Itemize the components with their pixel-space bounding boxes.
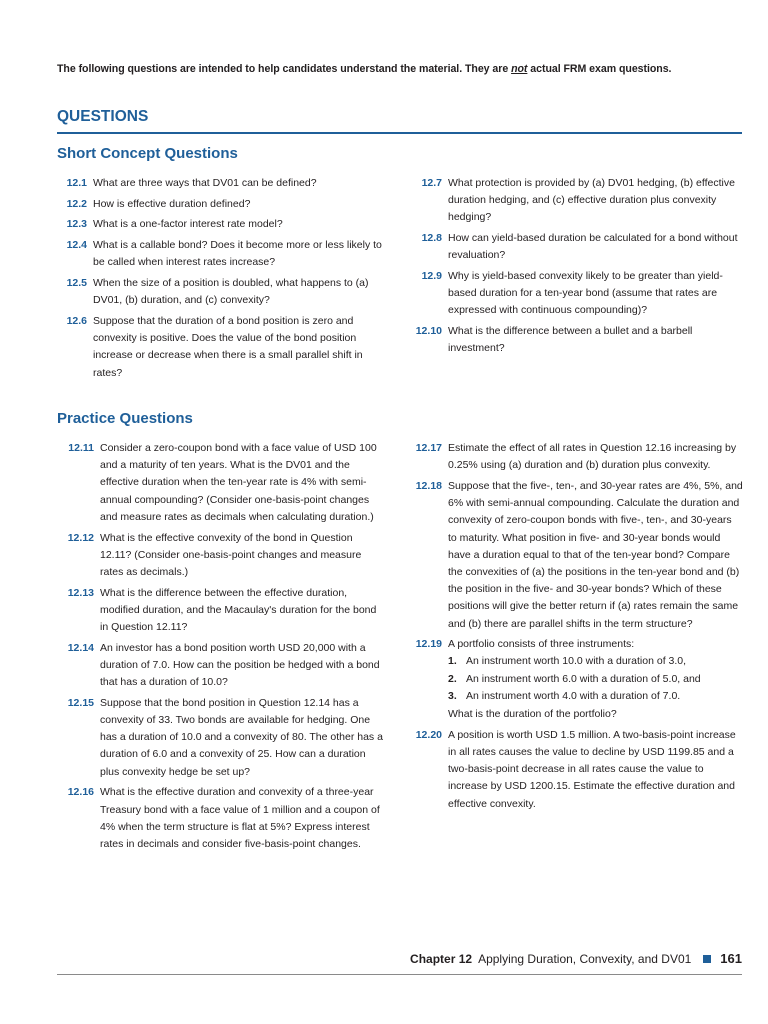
question-item	[408, 230, 743, 264]
question-item	[408, 478, 743, 633]
question-number: 12.1	[66, 177, 87, 189]
question-item	[57, 530, 385, 582]
question-body	[93, 196, 385, 213]
question-number: 12.5	[66, 277, 87, 290]
question-number: 12.10	[415, 325, 442, 338]
question-sublist	[448, 653, 743, 705]
practice-heading: Practice Questions	[57, 410, 193, 427]
intro-text: The following questions are intended to help candidates understand the material. They are	[57, 63, 512, 75]
question-body	[93, 216, 385, 233]
question-text: When the size of a position is doubled, what happens to (a) DV01, (b) duration, and (c) convexity?	[93, 277, 369, 307]
question-text: Why is yield-based convexity likely to be greater than yield-based duration for a ten-year bond (assume that rates are expressed with continuous compounding)?	[448, 270, 723, 317]
question-text: What is the difference between a bullet and a barbell investment?	[448, 325, 693, 355]
sublist-number: 1.	[448, 655, 457, 668]
question-number: 12.9	[421, 270, 442, 283]
question-number: 12.20	[415, 728, 442, 741]
intro-text-end: actual FRM exam questions.	[527, 63, 672, 75]
footer-divider	[57, 974, 742, 975]
sublist-text: An instrument worth 6.0 with a duration of 5.0, and	[466, 672, 701, 685]
question-number: 12.13	[67, 586, 94, 599]
question-body	[448, 636, 743, 723]
question-number: 12.6	[66, 314, 87, 327]
question-body	[448, 323, 743, 357]
question-body	[448, 478, 743, 633]
question-body	[93, 313, 385, 382]
question-body	[93, 237, 385, 271]
question-text: What is the effective duration and convexity of a three-year Treasury bond with a face value of 1 million and a coupon of 4% when the term structure is flat at 5%? Express interest rates in decimals and consider five-basis-point changes.	[100, 786, 380, 850]
question-number: 12.8	[421, 232, 442, 245]
question-text: Estimate the effect of all rates in Question 12.16 increasing by 0.25% using (a) duration and (b) duration plus convexity.	[448, 442, 737, 472]
question-body	[448, 230, 743, 264]
question-number: 12.3	[66, 218, 87, 231]
practice-left-column	[57, 440, 385, 857]
short-concept-left-column	[57, 175, 385, 385]
sublist-text: An instrument worth 10.0 with a duration of 3.0,	[466, 655, 687, 668]
footer-chapter: Chapter 12	[410, 951, 473, 966]
footer-chapter-title: Applying Duration, Convexity, and DV01	[478, 951, 692, 966]
question-item	[408, 268, 743, 320]
short-concept-heading: Short Concept Questions	[57, 145, 238, 162]
question-text: A portfolio consists of three instruments:	[448, 638, 635, 651]
question-text: Suppose that the bond position in Question 12.14 has a convexity of 33. Two bonds are available for hedging. One has a duration of 10.0 and a convexity of 80. The other has a duration of 6.0 and a convexity of 25. How can a duration plus convexity hedge be set up?	[100, 696, 383, 778]
question-text: Suppose that the duration of a bond position is zero and convexity is positive. Does the value of the bond position increase or decrease when there is a small parallel shift in rates?	[93, 314, 363, 379]
question-number: 12.7	[421, 177, 442, 189]
question-number: 12.17	[415, 442, 442, 454]
question-number: 12.19	[415, 638, 442, 651]
question-number: 12.16	[67, 786, 94, 799]
question-body	[448, 175, 743, 227]
practice-right-column	[408, 440, 743, 816]
sublist-text: An instrument worth 4.0 with a duration of 7.0.	[466, 689, 681, 702]
question-body	[100, 530, 385, 582]
question-body	[448, 440, 743, 474]
question-item	[408, 440, 743, 474]
question-text: Suppose that the five-, ten-, and 30-year rates are 4%, 5%, and 6% with semi-annual compounding. Calculate the duration and convexity of zero-coupon bonds with five-, ten-, and 30-years to maturity. What position in five- and 30-year bonds would have a duration equal to that of the ten-year bond? Compare the convexities of (a) the positions in the ten-year bond and (b) the position in the five- and 30-year bonds? Which of these positions will give the better return if (a) rates remain the same and (b) there are parallel shifts in the term structure?	[448, 479, 743, 630]
question-body	[100, 784, 385, 853]
question-text: What is the difference between the effective duration, modified duration, and the Macaulay's duration for the bond in Question 12.11?	[100, 586, 377, 634]
question-number: 12.14	[67, 641, 94, 654]
question-body	[93, 275, 385, 309]
question-body	[448, 727, 743, 813]
question-item	[408, 727, 743, 813]
question-text: How can yield-based duration be calculated for a bond without revaluation?	[448, 232, 738, 262]
question-body	[100, 585, 385, 637]
question-number: 12.15	[67, 696, 94, 709]
page-number: 161	[720, 951, 742, 966]
question-item	[408, 636, 743, 723]
question-body	[100, 695, 385, 781]
question-item	[57, 237, 385, 271]
question-text: What is the effective convexity of the bond in Question 12.11? (Consider one-basis-point changes and measure rates as decimals.)	[100, 531, 362, 578]
question-body	[93, 175, 385, 192]
question-number: 12.11	[68, 442, 94, 454]
question-item	[57, 784, 385, 853]
sublist-number: 2.	[448, 672, 457, 685]
question-text: What is a one-factor interest rate model?	[93, 218, 283, 231]
question-item	[57, 585, 385, 637]
sublist-item	[448, 688, 743, 705]
intro-emphasis: not	[511, 63, 528, 75]
section-title: QUESTIONS	[57, 108, 149, 125]
question-text: Consider a zero-coupon bond with a face value of USD 100 and a maturity of ten years. What is the DV01 and the effective duration when the ten-year rate is 4% with semi-annual compounding? (Consider one-basis-point changes and measure rates as decimals when calculating duration.)	[100, 442, 377, 523]
question-body	[100, 640, 385, 692]
question-item	[57, 196, 385, 213]
question-number: 12.2	[66, 197, 87, 210]
question-item	[408, 175, 743, 227]
sublist-number: 3.	[448, 689, 457, 702]
question-item	[57, 216, 385, 233]
question-item	[57, 175, 385, 192]
question-item	[57, 275, 385, 309]
question-item	[57, 640, 385, 692]
page-footer	[410, 951, 742, 966]
question-body	[100, 440, 385, 526]
question-text: What is a callable bond? Does it become more or less likely to be called when interest rates increase?	[93, 239, 382, 269]
question-text: What protection is provided by (a) DV01 hedging, (b) effective duration hedging, and (c) effective duration plus convexity hedging?	[448, 177, 735, 224]
question-item	[57, 313, 385, 382]
question-number: 12.18	[415, 479, 442, 492]
sublist-item	[448, 653, 743, 670]
question-item	[57, 440, 385, 526]
footer-square-icon	[703, 955, 711, 963]
intro-note	[57, 63, 747, 75]
section-divider	[57, 132, 742, 134]
question-number: 12.12	[67, 531, 94, 544]
question-item	[57, 695, 385, 781]
question-text: How is effective duration defined?	[93, 197, 251, 210]
question-text: What are three ways that DV01 can be defined?	[93, 177, 317, 189]
sublist-item	[448, 671, 743, 688]
question-body	[448, 268, 743, 320]
question-followup: What is the duration of the portfolio?	[448, 708, 617, 721]
question-number: 12.4	[66, 239, 87, 252]
question-text: A position is worth USD 1.5 million. A two-basis-point increase in all rates causes the value to decline by USD 1199.85 and a two-basis-point decrease in all rates cause the value to increase by USD 1200.15. Estimate the effective duration and effective convexity.	[448, 728, 736, 810]
short-concept-right-column	[408, 175, 743, 361]
question-text: An investor has a bond position worth USD 20,000 with a duration of 7.0. How can the position be hedged with a bond that has a duration of 10.0?	[100, 641, 380, 689]
question-item	[408, 323, 743, 357]
